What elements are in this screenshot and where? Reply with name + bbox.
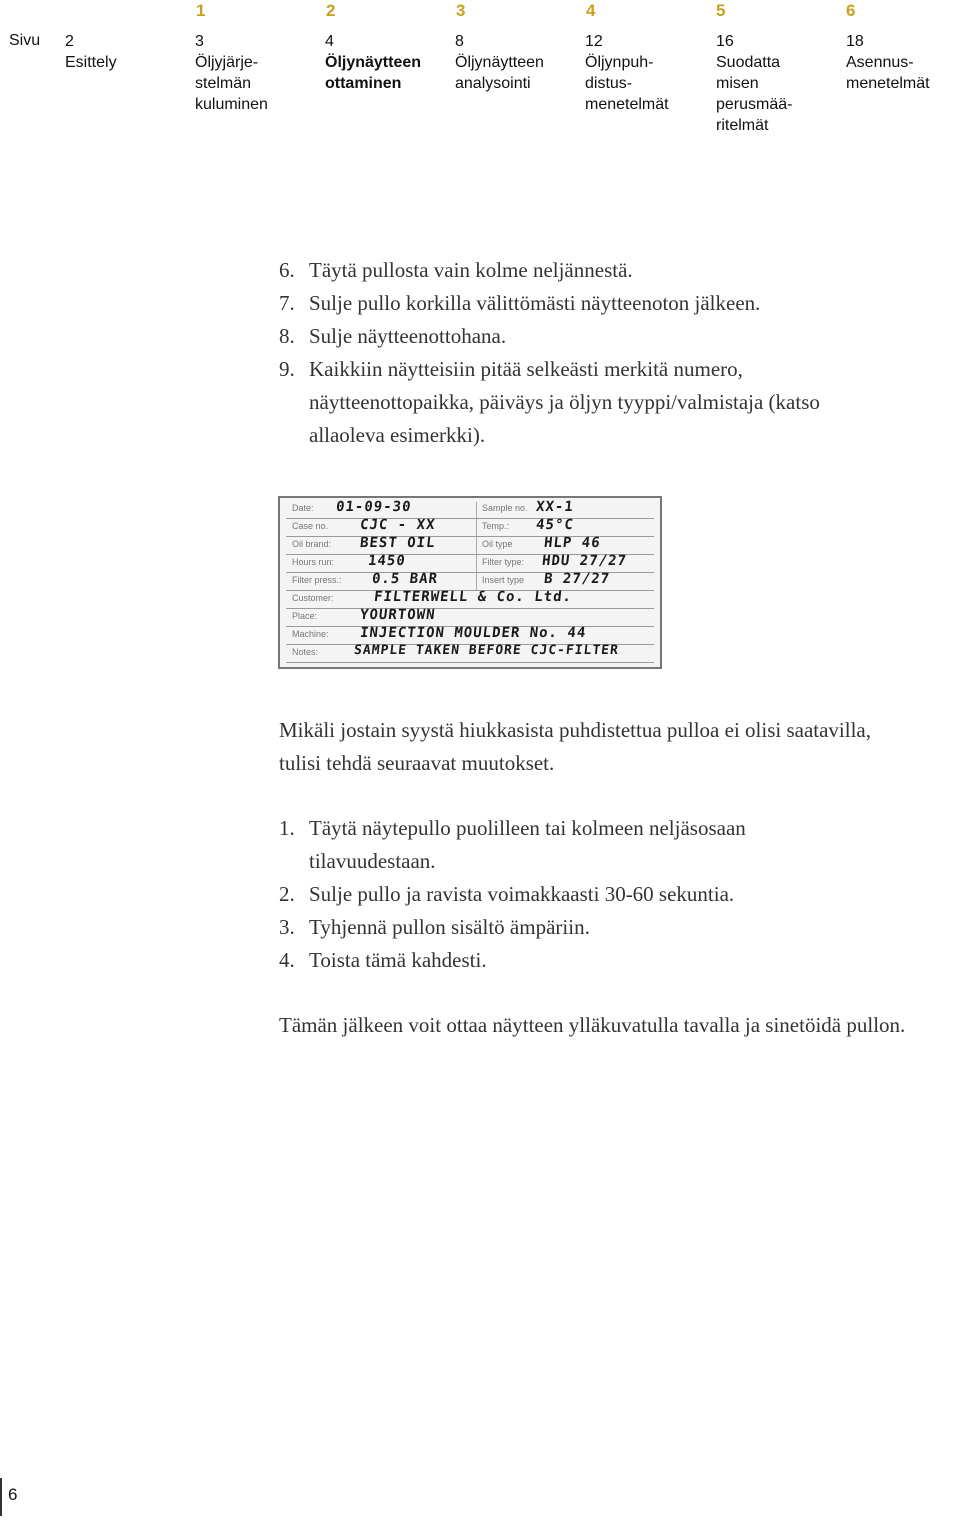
card-label: Filter press.: xyxy=(292,575,342,585)
card-label: Notes: xyxy=(292,647,319,657)
nav-page: 8 xyxy=(455,33,464,50)
nav-page: 18 xyxy=(846,33,864,50)
nav-label: Öljynäytteen analysointi xyxy=(455,54,544,92)
list-item xyxy=(279,353,879,452)
nav-item-suodattamisen-perusmaaritelmat[interactable] xyxy=(716,31,792,136)
nav-page: 3 xyxy=(195,33,204,50)
steps-list-a xyxy=(279,254,879,452)
nav-item-esittely[interactable] xyxy=(65,31,117,73)
card-label: Filter type: xyxy=(482,557,525,567)
list-text: Sulje pullo ja ravista voimakkaasti 30-60 sekuntia. xyxy=(309,882,735,906)
card-value: CJC - XX xyxy=(359,517,437,533)
list-item xyxy=(279,812,869,878)
list-text: Kaikkiin näytteisiin pitää selkeästi merkitä numero, näytteenottopaikka, päiväys ja öljyn tyyppi/valmistaja (katso allaoleva esimerkki). xyxy=(309,357,820,447)
nav-item-oljyjarjestelman-kuluminen[interactable] xyxy=(195,31,268,115)
section-number-1: 1 xyxy=(196,1,206,20)
nav-label: Öljynpuh- distus- menetelmät xyxy=(585,54,669,113)
card-label: Oil type xyxy=(482,539,513,549)
list-item xyxy=(279,911,869,944)
list-number: 7. xyxy=(279,291,295,315)
list-number: 1. xyxy=(279,816,295,840)
card-row-customer xyxy=(286,590,654,609)
card-value: 0.5 BAR xyxy=(371,571,439,587)
card-value: HDU 27/27 xyxy=(541,553,628,569)
nav-item-oljynaytteen-analysointi[interactable] xyxy=(455,31,544,94)
card-label: Date: xyxy=(292,503,314,513)
list-number: 9. xyxy=(279,357,295,381)
list-item xyxy=(279,944,869,977)
paragraph-text: Tämän jälkeen voit ottaa näytteen ylläkuvatulla tavalla ja sinetöidä pullon. xyxy=(279,1013,906,1037)
list-text: Sulje pullo korkilla välittömästi näytteenoton jälkeen. xyxy=(309,291,761,315)
footer-bar xyxy=(0,1478,2,1516)
card-value: HLP 46 xyxy=(543,535,602,551)
nav-prefix: Sivu xyxy=(9,32,41,49)
card-value: FILTERWELL & Co. Ltd. xyxy=(373,589,573,605)
section-number-2: 2 xyxy=(326,1,336,20)
card-value: SAMPLE TAKEN BEFORE CJC-FILTER xyxy=(353,643,620,658)
list-text: Toista tämä kahdesti. xyxy=(309,948,487,972)
section-number-6: 6 xyxy=(846,1,856,20)
card-label: Temp.: xyxy=(482,521,510,531)
list-text: Tyhjennä pullon sisältö ämpäriin. xyxy=(309,915,590,939)
nav-page: 12 xyxy=(585,33,603,50)
section-number-3: 3 xyxy=(456,1,466,20)
list-number: 6. xyxy=(279,258,295,282)
card-label: Sample no. xyxy=(482,503,528,513)
paragraph-text: Mikäli jostain syystä hiukkasista puhdistettua pulloa ei olisi saatavilla, tulisi tehdä seuraavat muutokset. xyxy=(279,718,871,775)
card-value: BEST OIL xyxy=(359,535,437,551)
list-text: Sulje näytteenottohana. xyxy=(309,324,507,348)
card-row-date xyxy=(286,500,654,519)
card-label: Customer: xyxy=(292,593,334,603)
card-value: 1450 xyxy=(367,553,407,569)
list-number: 4. xyxy=(279,948,295,972)
card-value: B 27/27 xyxy=(543,571,611,587)
card-row-notes xyxy=(286,644,654,663)
card-value: XX-1 xyxy=(535,499,575,515)
list-item xyxy=(279,254,879,287)
nav-label: Öljynäytteen ottaminen xyxy=(325,54,422,92)
card-label: Hours run: xyxy=(292,557,335,567)
card-value: YOURTOWN xyxy=(359,607,437,623)
card-label: Place: xyxy=(292,611,318,621)
section-navigation xyxy=(0,0,960,150)
nav-label: Asennus- menetelmät xyxy=(846,54,930,92)
nav-label: Öljyjärje- stelmän kuluminen xyxy=(195,54,268,113)
list-item xyxy=(279,320,879,353)
list-text: Täytä pullosta vain kolme neljännestä. xyxy=(309,258,633,282)
card-value: 45°C xyxy=(535,517,575,533)
sample-label-card xyxy=(278,496,662,669)
list-number: 8. xyxy=(279,324,295,348)
nav-label: Suodatta misen perusmää- ritelmät xyxy=(716,54,793,134)
page-number: 6 xyxy=(8,1485,18,1504)
list-item xyxy=(279,287,879,320)
steps-list-b xyxy=(279,812,869,977)
section-number-5: 5 xyxy=(716,1,726,20)
list-item xyxy=(279,878,869,911)
list-number: 2. xyxy=(279,882,295,906)
nav-item-asennusmenetelmat[interactable] xyxy=(846,31,930,94)
nav-item-oljynaytteen-ottaminen[interactable] xyxy=(325,31,421,94)
card-value: INJECTION MOULDER No. 44 xyxy=(359,625,588,641)
nav-page: 16 xyxy=(716,33,734,50)
card-label: Oil brand: xyxy=(292,539,332,549)
list-number: 3. xyxy=(279,915,295,939)
nav-page: 4 xyxy=(325,33,334,50)
paragraph-closing xyxy=(279,1009,959,1042)
section-number-4: 4 xyxy=(586,1,596,20)
nav-item-oljynpuhdistusmenetelmat[interactable] xyxy=(585,31,669,115)
list-text: Täytä näytepullo puolilleen tai kolmeen neljäsosaan tilavuudestaan. xyxy=(309,816,746,873)
card-label: Machine: xyxy=(292,629,329,639)
nav-page: 2 xyxy=(65,33,74,50)
paragraph-intro xyxy=(279,714,899,780)
card-value: 01-09-30 xyxy=(335,499,413,515)
card-label: Case no. xyxy=(292,521,329,531)
card-label: Insert type xyxy=(482,575,525,585)
nav-label: Esittely xyxy=(65,54,117,71)
